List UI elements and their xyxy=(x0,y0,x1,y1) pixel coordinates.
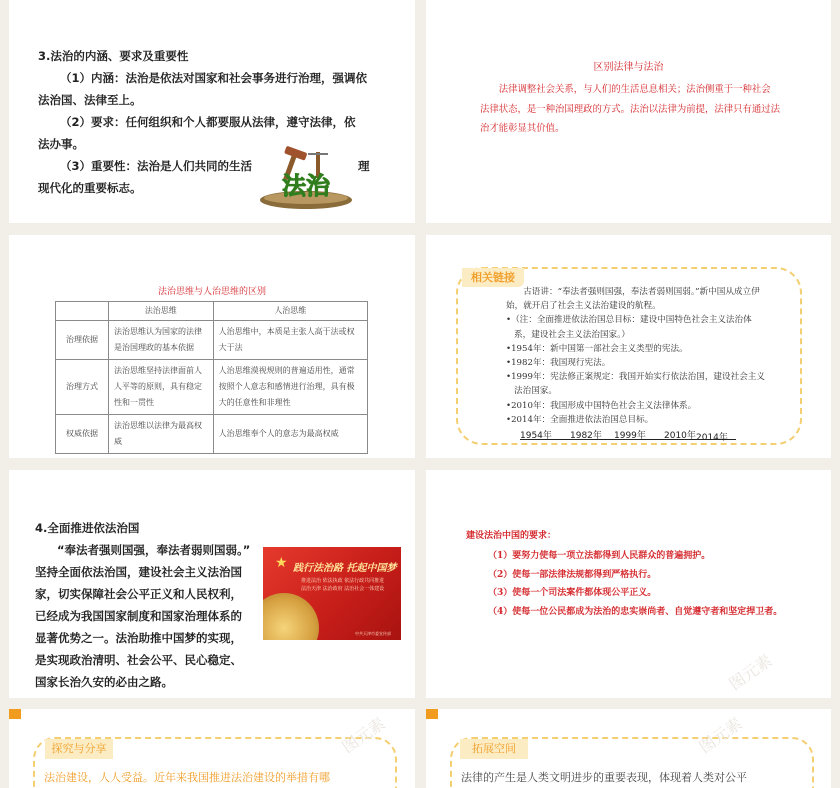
list-item: •1954年：新中国第一部社会主义类型的宪法。 xyxy=(506,343,688,354)
slide5-line: 坚持全面依法治国，建设社会主义法治国 xyxy=(35,565,242,579)
timeline-label: 2010年 xyxy=(664,431,696,441)
timeline-label: 1999年 xyxy=(614,431,646,441)
table-row xyxy=(56,321,368,360)
list-item: （4）使每一位公民都成为法治的忠实崇尚者、自觉遵守者和坚定捍卫者。 xyxy=(488,606,783,617)
table-header-cell xyxy=(56,302,109,321)
slide-rule-of-law-meaning xyxy=(9,0,415,223)
poster-subtitle-1: 推进法治 依法执政 依法行政共同推进 xyxy=(301,578,385,584)
related-link-tag: 相关链接 xyxy=(462,268,524,287)
rule-of-law-poster-image xyxy=(263,547,401,640)
table-cell: 治理方式 xyxy=(56,360,109,415)
slide8-body: 法律的产生是人类文明进步的重要表现，体现着人类对公平 xyxy=(461,771,747,784)
slide1-p3: （3）重要性：法治是人们共同的生活 xyxy=(60,159,252,173)
watermark: 图元素 xyxy=(725,650,776,694)
star-icon: ★ xyxy=(275,555,288,571)
poster-title: 践行法治路 托起中国梦 xyxy=(293,563,397,574)
slide1-p1b: 法治国、法律至上。 xyxy=(38,93,142,107)
list-item: （2）使每一部法律法规都得到严格执行。 xyxy=(488,569,657,580)
list-item: •2014年：全面推进依法治国总目标。 xyxy=(506,414,654,425)
timeline-label: 2014年 xyxy=(696,433,728,443)
slide1-p3b: 现代化的重要标志。 xyxy=(38,181,142,195)
emblem-icon xyxy=(263,593,319,640)
slide5-text xyxy=(35,517,265,693)
slide1-p2: （2）要求：任何组织和个人都要服从法律，遵守法律，依 xyxy=(60,115,356,129)
timeline xyxy=(520,428,736,443)
timeline-label: 1982年 xyxy=(570,431,602,441)
slide5-heading: 4.全面推进依法治国 xyxy=(35,521,140,535)
watermark: 图元素 xyxy=(338,713,389,757)
slide4-intro: 古语讲：“奉法者强则国强，奉法者弱则国弱。”新中国从成立伊始，就开启了社会主义法治建设的航程。 xyxy=(506,287,760,312)
list-item: •2010年：我国形成中国特色社会主义法律体系。 xyxy=(506,400,697,411)
list-item: •（注：全面推进依法治国总目标：建设中国特色社会主义法治体系，建设社会主义法治国家。） xyxy=(506,315,752,340)
accent-bar xyxy=(426,709,438,719)
list-item: •1999年：宪法修正案规定：我国开始实行依法治国，建设社会主义法治国家。 xyxy=(506,372,765,397)
table-cell: 人治思维奉个人的意志为最高权威 xyxy=(213,415,367,454)
list-item: •1982年：我国现行宪法。 xyxy=(506,358,611,369)
slide-related-link xyxy=(426,235,831,458)
table-cell: 法治思维认为国家的法律是治国理政的基本依据 xyxy=(109,321,214,360)
slide-law-vs-rule-of-law xyxy=(426,0,831,223)
slide5-line: 显著优势之一。法治助推中国梦的实现， xyxy=(35,631,242,645)
slide-comprehensive-rule-of-law xyxy=(9,470,415,698)
table-cell: 人治思维漠视规则的普遍适用性，通常按照个人意志和感情进行治理，具有极大的任意性和非理性 xyxy=(213,360,367,415)
slide1-p2b: 法办事。 xyxy=(38,137,84,151)
expansion-tag: 拓展空间 xyxy=(460,739,528,759)
poster-subtitle-2: 法治天津 法治政府 法治社会一体建设 xyxy=(301,586,385,592)
watermark: 图元素 xyxy=(695,713,746,757)
slide2-heading: 区别法律与法治 xyxy=(593,62,664,73)
slide-expansion-space xyxy=(426,709,831,788)
table-cell: 人治思维中，本质是主张人高于法或权大于法 xyxy=(213,321,367,360)
slide5-line: “奉法者强则国强，奉法者弱则国弱。” xyxy=(57,543,251,557)
slide2-body: 法律调整社会关系，与人们的生活息息相关；法治侧重于一种社会法律状态，是一种治国理政的方式。法治以法律为前提，法律只有通过法治才能彰显其价值。 xyxy=(480,84,781,134)
rule-of-law-logo-icon xyxy=(258,146,354,212)
accent-bar xyxy=(9,709,21,719)
table-cell: 权威依据 xyxy=(56,415,109,454)
slide1-p1: （1）内涵：法治是依法对国家和社会事务进行治理，强调依 xyxy=(60,71,367,85)
slide1-heading: 3.法治的内涵、要求及重要性 xyxy=(38,49,189,63)
table-header-row xyxy=(56,302,368,321)
list-item: （1）要努力使每一项立法都得到人民群众的普遍拥护。 xyxy=(488,551,711,561)
slide5-line: 已经成为我国国家制度和国家治理体系的 xyxy=(35,609,242,623)
timeline-label: 1954年 xyxy=(520,431,552,441)
table-cell: 治理依据 xyxy=(56,321,109,360)
slide-explore-and-share xyxy=(9,709,415,788)
slide6-heading: 建设法治中国的要求： xyxy=(466,531,557,541)
explore-tag: 探究与分享 xyxy=(45,739,113,759)
table-row xyxy=(56,415,368,454)
slide7-body: 法治建设，人人受益。近年来我国推进法治建设的举措有哪 xyxy=(44,771,330,784)
comparison-table xyxy=(55,301,368,454)
list-item: （3）使每一个司法案件都体现公平正义。 xyxy=(488,588,657,598)
table-row xyxy=(56,360,368,415)
slide4-body xyxy=(506,285,768,427)
slide-rule-of-law-requirements xyxy=(426,470,831,698)
table-cell: 法治思维以法律为最高权威 xyxy=(109,415,214,454)
table-header-cell: 法治思维 xyxy=(109,302,214,321)
poster-footer: 中共天津市委宣传部 xyxy=(355,631,391,636)
slide5-line: 国家长治久安的必由之路。 xyxy=(35,675,173,689)
slide6-list xyxy=(488,547,782,621)
slide-thinking-comparison xyxy=(9,235,415,458)
slide1-p3-tail: 理 xyxy=(358,159,370,173)
poster-subtitle xyxy=(301,577,384,593)
slide5-line: 是实现政治清明、社会公平、民心稳定、 xyxy=(35,653,242,667)
slide3-title: 法治思维与人治思维的区别 xyxy=(157,287,266,297)
slide5-line: 家，切实保障社会公平正义和人民权利， xyxy=(35,587,242,601)
table-header-cell: 人治思维 xyxy=(213,302,367,321)
table-cell: 法治思维坚持法律面前人人平等的原则，具有稳定性和一贯性 xyxy=(109,360,214,415)
logo-text: 法治 xyxy=(282,172,330,200)
